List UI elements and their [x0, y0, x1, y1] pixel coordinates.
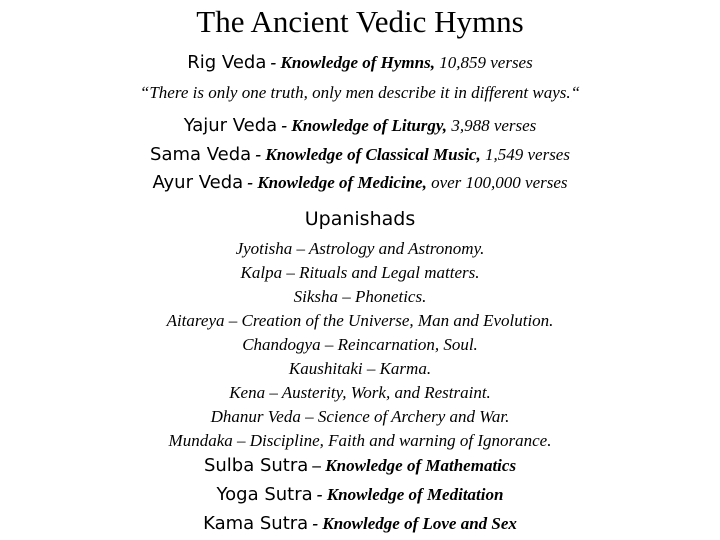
list-item: Mundaka – Discipline, Faith and warning of Ignorance.	[168, 431, 552, 450]
sama-veda-line	[0, 146, 720, 164]
yoga-sutra-line	[0, 486, 720, 504]
veda-name: Ayur Veda	[152, 172, 244, 193]
veda-name: Rig Veda	[187, 52, 267, 73]
veda-description: - Knowledge of Liturgy,	[277, 116, 448, 135]
veda-name: Sama Veda	[150, 144, 252, 165]
kama-sutra-line	[0, 515, 720, 533]
veda-verse-count: 1,549 verses	[480, 145, 570, 164]
veda-verse-count: 10,859 verses	[434, 53, 533, 72]
list-item: Siksha – Phonetics.	[293, 287, 427, 306]
page-title: The Ancient Vedic Hymns	[196, 4, 524, 39]
list-item: Dhanur Veda – Science of Archery and War.	[210, 407, 510, 426]
veda-verse-count: over 100,000 verses	[426, 173, 568, 192]
sutra-name: Yoga Sutra	[216, 484, 313, 505]
quote: “There is only one truth, only men describe it in different ways.“	[139, 83, 581, 102]
sutra-description: - Knowledge of Love and Sex	[308, 514, 517, 533]
ayur-veda-line	[0, 174, 720, 192]
yajur-veda-line	[0, 117, 720, 135]
veda-description: - Knowledge of Medicine,	[243, 173, 427, 192]
list-item: Kaushitaki – Karma.	[288, 359, 432, 378]
veda-description: - Knowledge of Hymns,	[266, 53, 435, 72]
sutra-name: Kama Sutra	[203, 513, 309, 534]
list-item: Jyotisha – Astrology and Astronomy.	[235, 239, 485, 258]
veda-description: - Knowledge of Classical Music,	[251, 145, 481, 164]
veda-name: Yajur Veda	[183, 115, 278, 136]
list-item: Kena – Austerity, Work, and Restraint.	[229, 383, 491, 402]
rig-veda-line	[0, 54, 720, 72]
sulba-sutra-line	[0, 457, 720, 475]
list-item: Kalpa – Rituals and Legal matters.	[240, 263, 480, 282]
sutra-description: – Knowledge of Mathematics	[308, 456, 517, 475]
sutra-description: - Knowledge of Meditation	[312, 485, 504, 504]
sutra-name: Sulba Sutra	[203, 455, 309, 476]
list-item: Aitareya – Creation of the Universe, Man and Evolution.	[166, 311, 554, 330]
list-item: Chandogya – Reincarnation, Soul.	[242, 335, 478, 354]
upanishads-heading: Upanishads	[304, 208, 416, 230]
veda-verse-count: 3,988 verses	[447, 116, 537, 135]
